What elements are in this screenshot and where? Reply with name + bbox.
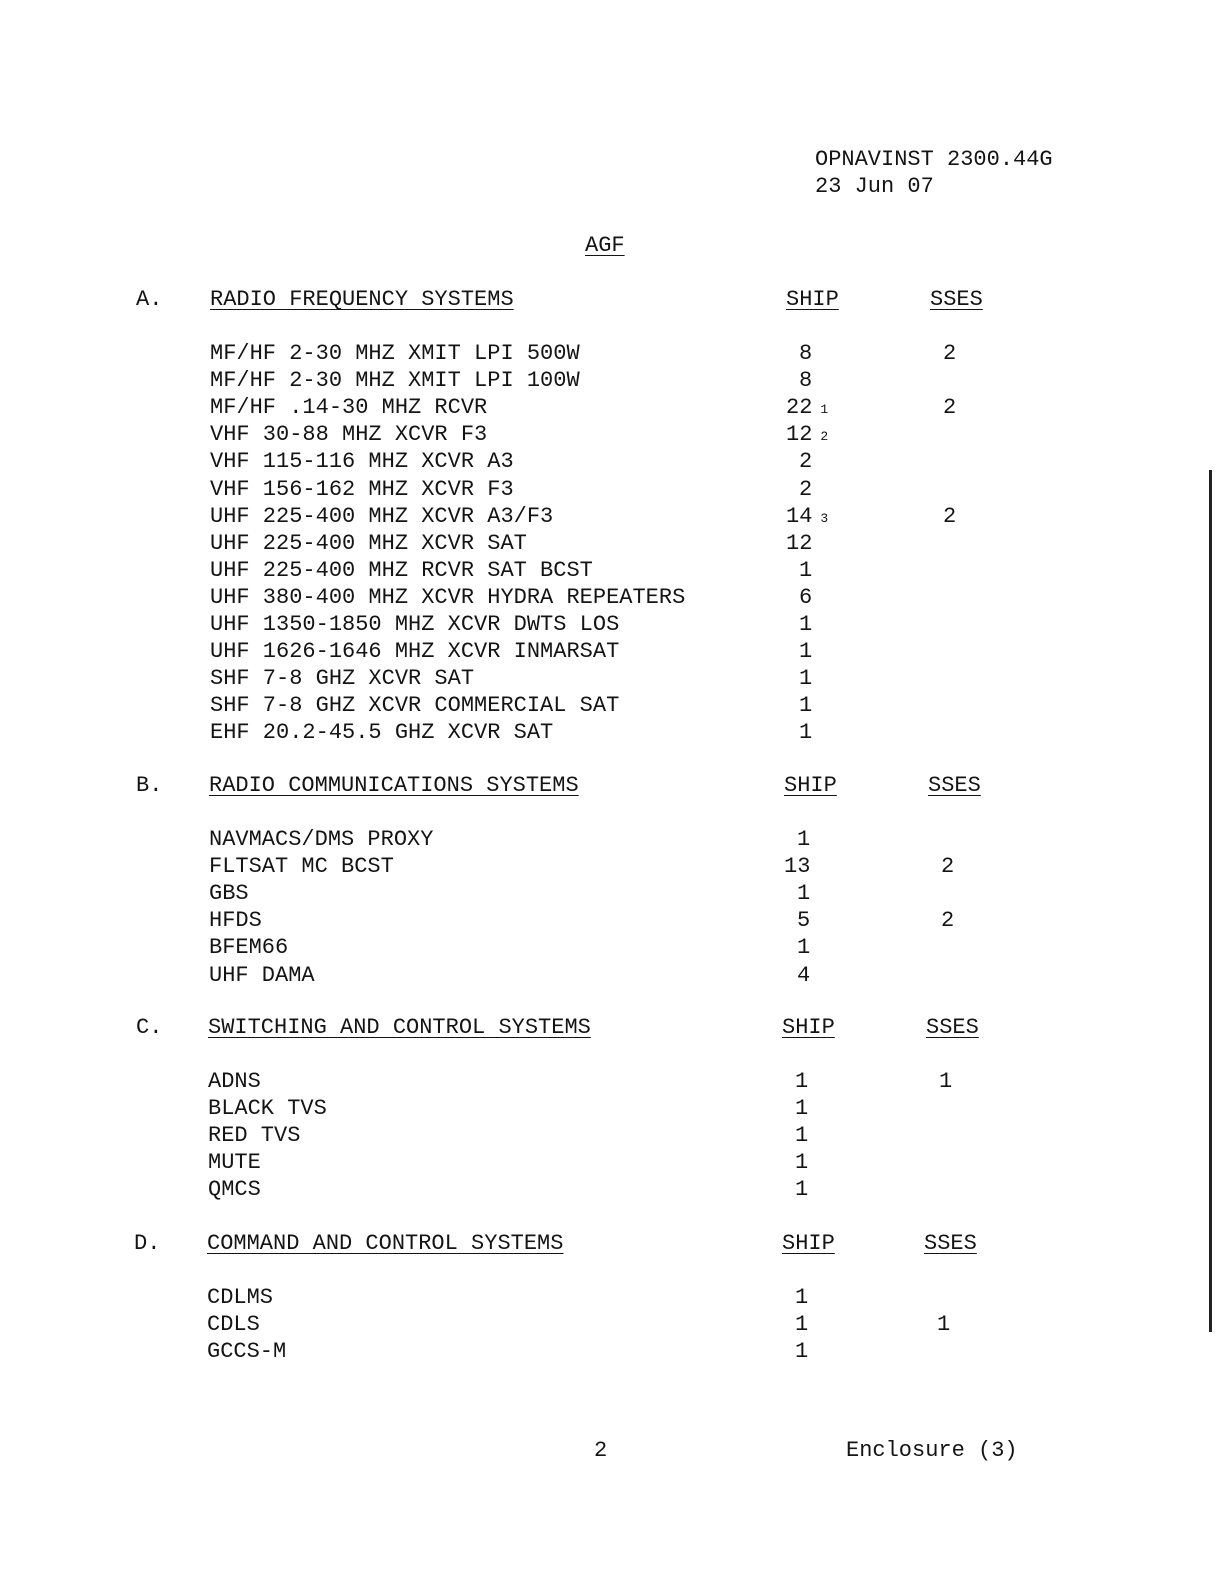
item-name: UHF 225-400 MHZ RCVR SAT BCST [210, 558, 593, 583]
item-name: VHF 156-162 MHZ XCVR F3 [210, 477, 514, 502]
page-number: 2 [594, 1438, 608, 1463]
item-name: MF/HF 2-30 MHZ XMIT LPI 100W [210, 368, 580, 393]
doc-id: OPNAVINST 2300.44G [815, 147, 1053, 172]
ship-value: 13 [784, 854, 811, 879]
ship-column-header: SHIP [784, 773, 837, 798]
list-item [0, 1311, 1216, 1338]
list-item [0, 1176, 1216, 1203]
list-item [0, 1149, 1216, 1176]
ship-count [795, 1095, 808, 1122]
ship-count [797, 962, 810, 989]
ship-value: 1 [799, 612, 813, 637]
sses-value: 2 [943, 504, 957, 529]
section-letter: A. [136, 287, 163, 312]
ship-value: 1 [795, 1123, 809, 1148]
ship-count [799, 692, 812, 719]
item-name: UHF DAMA [209, 963, 315, 988]
item-name: VHF 30-88 MHZ XCVR F3 [210, 422, 488, 447]
item-name: MF/HF .14-30 MHZ RCVR [210, 395, 488, 420]
item-name: RED TVS [208, 1123, 301, 1148]
list-item [0, 665, 1216, 692]
list-item [0, 611, 1216, 638]
ship-count [799, 557, 812, 584]
ship-count [786, 503, 828, 532]
item-name: MF/HF 2-30 MHZ XMIT LPI 500W [210, 341, 580, 366]
margin-bar [1209, 470, 1212, 1332]
item-name: CDLMS [207, 1285, 274, 1310]
ship-count [795, 1176, 808, 1203]
list-item [0, 1122, 1216, 1149]
item-name: SHF 7-8 GHZ XCVR SAT [210, 666, 475, 691]
ship-value: 1 [797, 881, 811, 906]
ship-value: 8 [799, 368, 813, 393]
item-name: SHF 7-8 GHZ XCVR COMMERCIAL SAT [210, 693, 620, 718]
sses-column-header: SSES [926, 1015, 979, 1040]
ship-count [786, 530, 812, 557]
ship-value: 2 [799, 449, 813, 474]
ship-column-header: SHIP [782, 1231, 835, 1256]
ship-count [786, 421, 828, 450]
section-letter: C. [136, 1015, 163, 1040]
ship-count [797, 880, 810, 907]
list-item [0, 557, 1216, 584]
ship-value: 1 [795, 1177, 809, 1202]
ship-value: 1 [799, 666, 813, 691]
sses-value: 2 [941, 854, 955, 879]
item-name: ADNS [208, 1069, 261, 1094]
section-title: SWITCHING AND CONTROL SYSTEMS [208, 1015, 591, 1040]
list-item [0, 1068, 1216, 1095]
ship-value: 12 [786, 422, 813, 447]
section-letter: D. [134, 1231, 161, 1256]
ship-count [799, 638, 812, 665]
ship-value: 1 [795, 1285, 809, 1310]
ship-value: 1 [799, 693, 813, 718]
ship-value: 1 [797, 827, 811, 852]
list-item [0, 421, 1216, 448]
ship-value: 22 [786, 395, 813, 420]
item-name: UHF 1626-1646 MHZ XCVR INMARSAT [210, 639, 620, 664]
footnote-marker: 2 [820, 429, 829, 444]
ship-count [799, 448, 812, 475]
ship-count [795, 1284, 808, 1311]
item-name: FLTSAT MC BCST [209, 854, 394, 879]
ship-count [795, 1068, 808, 1095]
list-item [0, 476, 1216, 503]
sses-value: 1 [939, 1069, 953, 1094]
list-item [0, 1095, 1216, 1122]
ship-value: 1 [799, 639, 813, 664]
section-letter: B. [136, 773, 163, 798]
ship-count [797, 907, 810, 934]
list-item [0, 530, 1216, 557]
sses-column-header: SSES [924, 1231, 977, 1256]
ship-value: 14 [786, 504, 813, 529]
list-item [0, 584, 1216, 611]
list-item [0, 934, 1216, 961]
list-item [0, 719, 1216, 746]
ship-value: 1 [795, 1150, 809, 1175]
ship-count [795, 1122, 808, 1149]
list-item [0, 448, 1216, 475]
sses-value: 2 [943, 341, 957, 366]
ship-count [797, 826, 810, 853]
section-header [0, 772, 1216, 799]
item-name: NAVMACS/DMS PROXY [209, 827, 434, 852]
ship-count [799, 665, 812, 692]
ship-count [795, 1311, 808, 1338]
list-item [0, 340, 1216, 367]
item-name: BFEM66 [209, 935, 289, 960]
list-item [0, 1284, 1216, 1311]
sses-value: 2 [943, 395, 957, 420]
item-name: HFDS [209, 908, 262, 933]
list-item [0, 1338, 1216, 1365]
ship-value: 12 [786, 531, 813, 556]
section-header [0, 1230, 1216, 1257]
ship-count [784, 853, 810, 880]
ship-count [797, 934, 810, 961]
ship-value: 5 [797, 908, 811, 933]
ship-value: 1 [797, 935, 811, 960]
list-item [0, 503, 1216, 530]
item-name: UHF 1350-1850 MHZ XCVR DWTS LOS [210, 612, 620, 637]
ship-count [795, 1338, 808, 1365]
item-name: GCCS-M [207, 1339, 287, 1364]
item-name: VHF 115-116 MHZ XCVR A3 [210, 449, 514, 474]
list-item [0, 638, 1216, 665]
sses-column-header: SSES [930, 287, 983, 312]
section-title: RADIO FREQUENCY SYSTEMS [210, 287, 514, 312]
list-item [0, 907, 1216, 934]
ship-value: 6 [799, 585, 813, 610]
list-item [0, 880, 1216, 907]
item-name: GBS [209, 881, 249, 906]
section-header [0, 286, 1216, 313]
ship-count [799, 476, 812, 503]
footnote-marker: 1 [820, 402, 829, 417]
item-name: EHF 20.2-45.5 GHZ XCVR SAT [210, 720, 554, 745]
footnote-marker: 3 [820, 511, 829, 526]
ship-count [799, 367, 812, 394]
list-item [0, 826, 1216, 853]
list-item [0, 394, 1216, 421]
item-name: CDLS [207, 1312, 260, 1337]
ship-count [786, 394, 828, 423]
ship-count [799, 340, 812, 367]
section-header [0, 1014, 1216, 1041]
ship-value: 8 [799, 341, 813, 366]
ship-value: 1 [799, 720, 813, 745]
sses-column-header: SSES [928, 773, 981, 798]
item-name: UHF 380-400 MHZ XCVR HYDRA REPEATERS [210, 585, 686, 610]
ship-value: 1 [795, 1312, 809, 1337]
page-title: AGF [585, 233, 625, 258]
section-title: COMMAND AND CONTROL SYSTEMS [207, 1231, 564, 1256]
ship-column-header: SHIP [786, 287, 839, 312]
ship-value: 1 [795, 1096, 809, 1121]
ship-count [799, 719, 812, 746]
item-name: BLACK TVS [208, 1096, 327, 1121]
list-item [0, 692, 1216, 719]
list-item [0, 853, 1216, 880]
enclosure-label: Enclosure (3) [846, 1438, 1018, 1463]
item-name: UHF 225-400 MHZ XCVR A3/F3 [210, 504, 554, 529]
item-name: UHF 225-400 MHZ XCVR SAT [210, 531, 527, 556]
item-name: MUTE [208, 1150, 261, 1175]
ship-value: 4 [797, 963, 811, 988]
ship-count [795, 1149, 808, 1176]
sses-value: 2 [941, 908, 955, 933]
ship-count [799, 584, 812, 611]
doc-date: 23 Jun 07 [815, 174, 934, 199]
ship-value: 1 [795, 1069, 809, 1094]
ship-count [799, 611, 812, 638]
ship-value: 1 [799, 558, 813, 583]
sses-value: 1 [937, 1312, 951, 1337]
list-item [0, 367, 1216, 394]
ship-value: 1 [795, 1339, 809, 1364]
section-title: RADIO COMMUNICATIONS SYSTEMS [209, 773, 579, 798]
item-name: QMCS [208, 1177, 261, 1202]
ship-value: 2 [799, 477, 813, 502]
ship-column-header: SHIP [782, 1015, 835, 1040]
list-item [0, 962, 1216, 989]
